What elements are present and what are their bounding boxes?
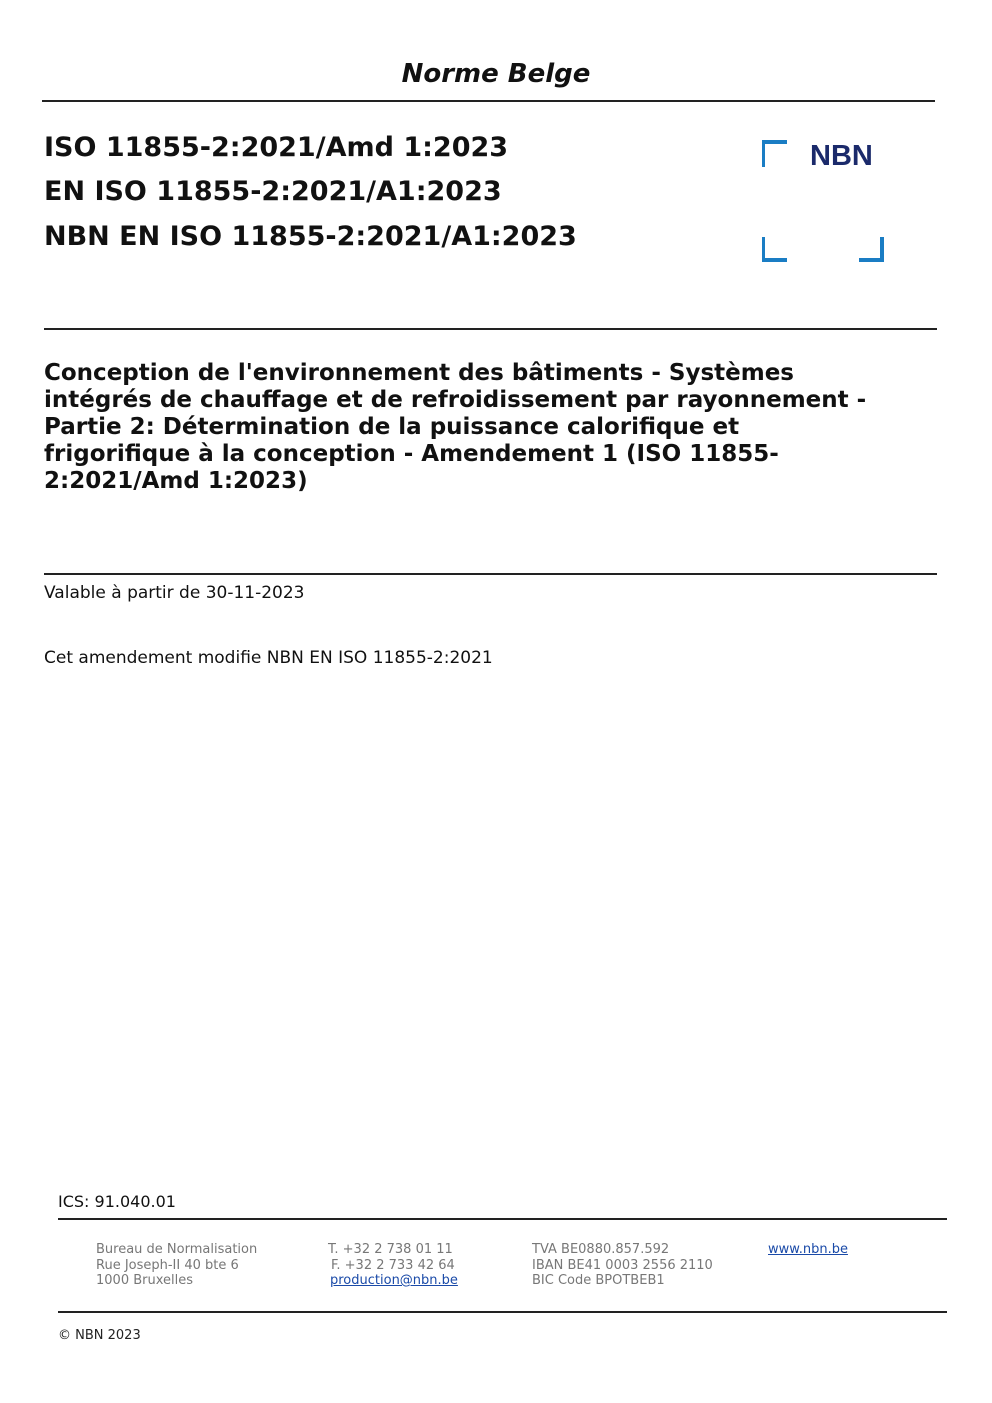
header-divider <box>42 100 935 102</box>
footer-email-link[interactable]: production@nbn.be <box>330 1273 458 1288</box>
footer-divider-top <box>58 1218 947 1220</box>
amendment-modifies: Cet amendement modifie NBN EN ISO 11855-2:2021 <box>44 648 493 668</box>
valid-from-date: Valable à partir de 30-11-2023 <box>44 583 305 603</box>
page-header-title: Norme Belge <box>401 59 591 89</box>
footer-address-line: Rue Joseph-II 40 bte 6 <box>96 1257 239 1273</box>
standard-iso: ISO 11855-2:2021/Amd 1:2023 <box>44 132 509 163</box>
title-divider-bottom <box>44 573 937 575</box>
footer-address <box>96 1242 257 1289</box>
standard-nbn-en-iso: NBN EN ISO 11855-2:2021/A1:2023 <box>44 221 577 252</box>
footer-divider-bottom <box>58 1311 947 1313</box>
ics-code: ICS: 91.040.01 <box>58 1192 176 1211</box>
footer-iban: IBAN BE41 0003 2556 2110 <box>532 1257 713 1273</box>
footer-bic: BIC Code BPOTBEB1 <box>532 1273 665 1288</box>
standard-en-iso: EN ISO 11855-2:2021/A1:2023 <box>44 176 502 207</box>
nbn-logo <box>762 140 886 264</box>
footer-fax: F. +32 2 733 42 64 <box>331 1257 455 1273</box>
copyright-notice: © NBN 2023 <box>58 1328 141 1343</box>
footer-vat: TVA BE0880.857.592 <box>532 1242 670 1257</box>
footer-address-line: Bureau de Normalisation <box>96 1242 258 1257</box>
footer-website-link[interactable]: www.nbn.be <box>768 1242 848 1257</box>
footer-phone: T. +32 2 738 01 11 <box>328 1242 453 1257</box>
footer-banking <box>532 1242 713 1289</box>
footer-contact <box>328 1242 458 1289</box>
title-divider-top <box>44 328 937 330</box>
document-title: Conception de l'environnement des bâtiments - Systèmes intégrés de chauffage et de refroidissement par rayonnement - Partie 2: Détermination de la puissance calorifique et frigorifique à la conception - Amendement 1 (ISO 11855-2:2021/Amd 1:2023) <box>44 360 867 494</box>
nbn-logo-text: NBN <box>810 140 873 172</box>
nbn-logo-brackets <box>762 140 886 264</box>
footer-web <box>768 1242 848 1258</box>
footer-address-line: 1000 Bruxelles <box>96 1273 194 1288</box>
